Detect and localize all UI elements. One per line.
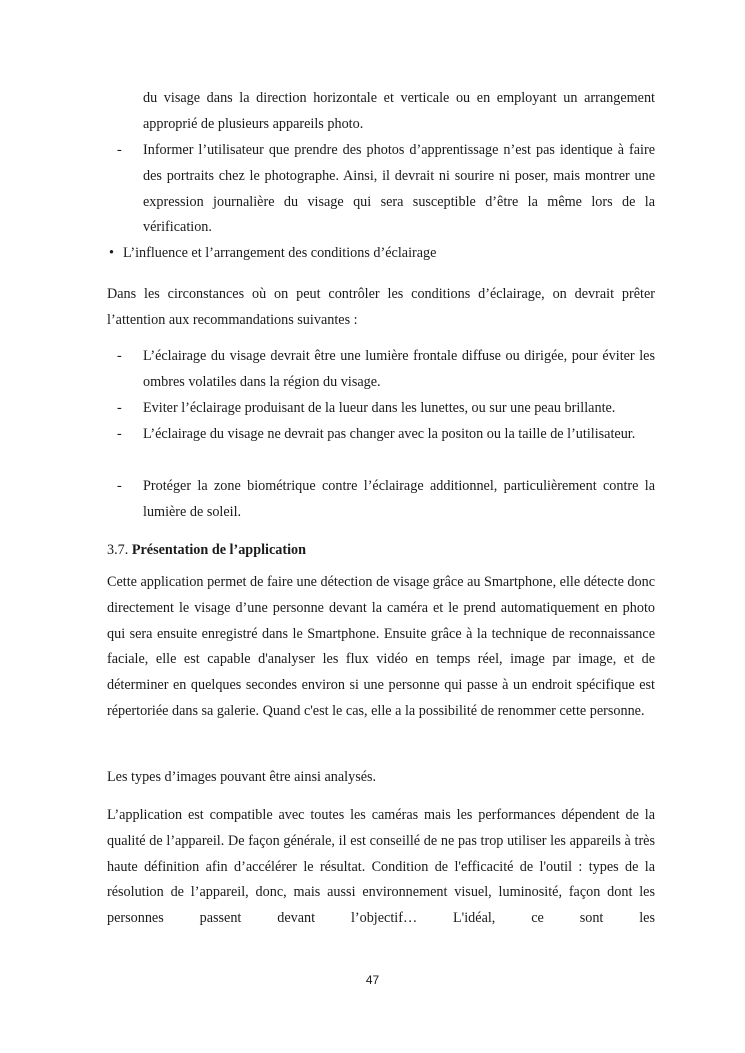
page-number: 47	[365, 973, 380, 987]
body-paragraph: Cette application permet de faire une détection de visage grâce au Smartphone, elle détecte donc directement le visage d’une personne devant la caméra et le prend automatiquement en photo qui sera ensuite enregistré dans le Smartphone. Ensuite grâce à la technique de reconnaissance faciale, elle est capable d'analyser les flux vidéo en temps réel, image par image, et de déterminer en quelques secondes environ si une personne qui passe à un endroit spécifique est répertoriée dans sa galerie. Quand c'est le cas, elle a la possibilité de renommer cette personne.	[107, 574, 655, 719]
list-item: Protéger la zone biométrique contre l’éclairage additionnel, particulièrement contre la lumière de soleil.	[143, 478, 655, 520]
list-item-continuation: du visage dans la direction horizontale et verticale ou en employant un arrangement approprié de plusieurs appareils photo.	[143, 90, 655, 132]
dash-marker: -	[117, 142, 122, 158]
bullet-marker: •	[109, 245, 114, 261]
dash-marker: -	[117, 348, 122, 364]
list-item: L’éclairage du visage ne devrait pas changer avec la positon ou la taille de l’utilisateur.	[143, 426, 636, 442]
section-number: 3.7.	[107, 542, 129, 558]
intro-paragraph: Dans les circonstances où on peut contrôler les conditions d’éclairage, on devrait prêter l’attention aux recommandations suivantes :	[107, 286, 655, 328]
body-paragraph: L’application est compatible avec toutes les caméras mais les performances dépendent de la qualité de l’appareil. De façon générale, il est conseillé de ne pas trop utiliser les appareils à très haute définition afin d’accélérer le résultat. Condition de l'efficacité de l'outil : types de la résolution de l’appareil, donc, mais aussi environnement visuel, luminosité, façon dont les personnes passent devant l’objectif… L'idéal, ce sont les	[107, 807, 655, 927]
bullet-heading: L’influence et l’arrangement des conditions d’éclairage	[123, 245, 437, 261]
section-heading	[107, 538, 306, 564]
list-item: Informer l’utilisateur que prendre des photos d’apprentissage n’est pas identique à faire des portraits chez le photographe. Ainsi, il devrait ni sourire ni poser, mais montrer une expression journalière du visage qui sera susceptible d’être la même lors de la vérification.	[143, 142, 655, 236]
list-item: L’éclairage du visage devrait être une lumière frontale diffuse ou dirigée, pour éviter les ombres volatiles dans la région du visage.	[143, 348, 655, 390]
dash-marker: -	[117, 400, 122, 416]
section-title: Présentation de l’application	[131, 542, 307, 558]
dash-marker: -	[117, 426, 122, 442]
body-paragraph: Les types d’images pouvant être ainsi analysés.	[107, 769, 377, 785]
list-item: Eviter l’éclairage produisant de la lueur dans les lunettes, ou sur une peau brillante.	[143, 400, 616, 416]
dash-marker: -	[117, 478, 122, 494]
